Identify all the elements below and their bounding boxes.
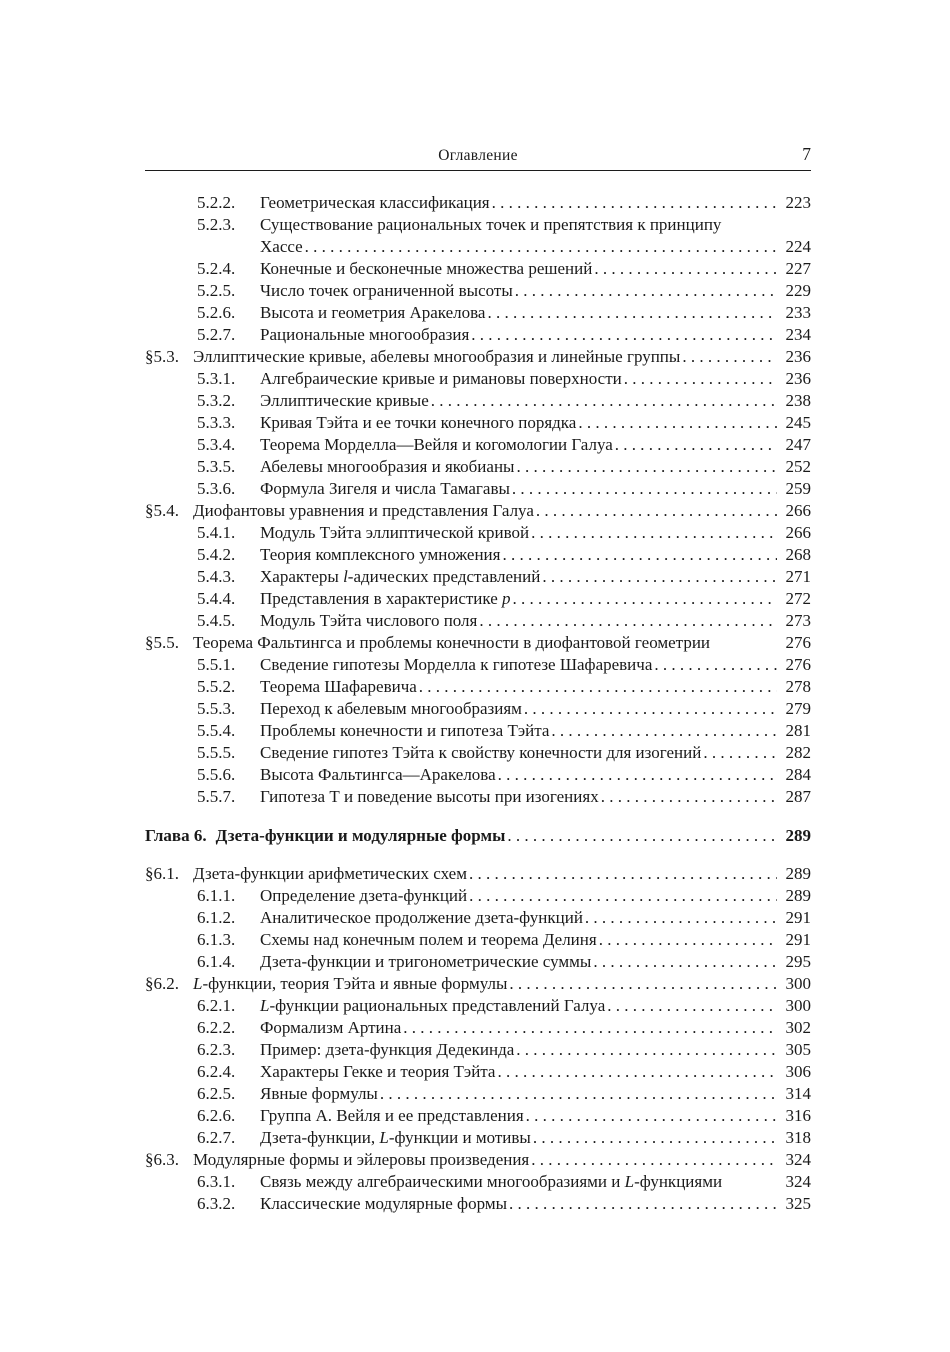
toc-entry-title: Определение дзета-функций <box>260 886 468 905</box>
toc-entry <box>145 214 811 236</box>
toc-dot-leader <box>594 258 777 280</box>
toc-entry-title-italic: l <box>343 567 348 586</box>
toc-entry-title: Теория комплексного умножения <box>260 545 501 564</box>
toc-dot-leader <box>533 1127 777 1149</box>
toc-entry-title: Гипотеза Т и поведение высоты при изогениях <box>260 787 599 806</box>
toc-dot-leader <box>551 720 777 742</box>
toc-entry <box>145 434 811 456</box>
toc-entry <box>145 368 811 390</box>
toc-entry-number: 6.2.3. <box>197 1040 236 1059</box>
toc-entry-number: 5.2.5. <box>197 281 236 300</box>
toc-entry-number: 5.3.3. <box>197 413 236 432</box>
toc-entry-page: 302 <box>785 1018 811 1037</box>
toc-dot-leader <box>512 478 777 500</box>
toc-entry-title: Связь между алгебраическими многообразиями и L-функциями <box>260 1172 723 1191</box>
toc-entry-title: Рациональные многообразия <box>260 325 470 344</box>
toc-entry-page: 291 <box>785 930 811 949</box>
toc-entry-page: 287 <box>785 787 811 806</box>
toc-entry <box>145 1061 811 1083</box>
toc-entry-page: 279 <box>785 699 811 718</box>
toc-entry-continuation <box>145 236 811 258</box>
toc-entry-title: Высота Фальтингса—Аракелова <box>260 765 496 784</box>
toc-dot-leader <box>536 500 777 522</box>
toc-entry <box>145 1127 811 1149</box>
running-header-page-number: 7 <box>802 144 811 164</box>
toc-entry-number: 5.3.6. <box>197 479 236 498</box>
toc-entry-number: 6.2.6. <box>197 1106 236 1125</box>
toc-dot-leader <box>492 192 777 214</box>
toc-entry <box>145 786 811 808</box>
toc-entry-title-italic: p <box>502 589 511 608</box>
running-header <box>145 146 811 165</box>
toc-entry-page: 247 <box>785 435 811 454</box>
toc-entry <box>145 1083 811 1105</box>
toc-entry <box>145 863 811 885</box>
toc-entry-title-italic: L <box>260 996 270 1015</box>
toc-entry-number: 6.2.5. <box>197 1084 236 1103</box>
toc-entry-title-italic: L <box>624 1172 635 1191</box>
toc-entry <box>145 280 811 302</box>
toc-entry-page: 245 <box>785 413 811 432</box>
toc-dot-leader <box>542 566 777 588</box>
toc-entry-title: Эллиптические кривые, абелевы многообразия и линейные группы <box>193 347 681 366</box>
toc-entry <box>145 764 811 786</box>
toc-entry-title: Эллиптические кривые <box>260 391 429 410</box>
toc-entry-page: 300 <box>785 974 811 993</box>
toc-entry-number: 6.2.4. <box>197 1062 236 1081</box>
toc-entry-page: 224 <box>785 237 811 256</box>
toc-entry-title: Модуль Тэйта числового поля <box>260 611 478 630</box>
toc-entry <box>145 302 811 324</box>
toc-entry <box>145 456 811 478</box>
toc-dot-leader <box>654 654 777 676</box>
toc-entry-page: 229 <box>785 281 811 300</box>
toc-entry-title: Сведение гипотезы Морделла к гипотезе Шафаревича <box>260 655 653 674</box>
toc-entry-page: 306 <box>785 1062 811 1081</box>
toc-dot-leader <box>431 390 777 412</box>
toc-entry-page: 266 <box>785 501 811 520</box>
toc-dot-leader <box>599 929 777 951</box>
toc-dot-leader <box>507 825 777 847</box>
toc-entry-page: 314 <box>785 1084 811 1103</box>
toc-dot-leader <box>487 302 777 324</box>
toc-dot-leader <box>516 456 777 478</box>
toc-dot-leader <box>469 885 777 907</box>
toc-entry-page: 295 <box>785 952 811 971</box>
toc-entry <box>145 1171 811 1193</box>
toc-entry-number: 5.2.7. <box>197 325 236 344</box>
toc-entry-number: §5.3. <box>145 347 179 366</box>
toc-entry-title: Переход к абелевым многообразиям <box>260 699 522 718</box>
toc-dot-leader <box>380 1083 777 1105</box>
toc-entry-page: 268 <box>785 545 811 564</box>
toc-entry-number: 6.2.7. <box>197 1128 236 1147</box>
toc-dot-leader <box>509 973 777 995</box>
toc-entry-number: 5.4.5. <box>197 611 236 630</box>
toc-entry-number: §5.5. <box>145 633 179 652</box>
toc-entry-title: Конечные и бесконечные множества решений <box>260 259 593 278</box>
toc-entry-page: 300 <box>785 996 811 1015</box>
toc-dot-leader <box>469 863 777 885</box>
toc-entry <box>145 885 811 907</box>
toc-entry-title: Модулярные формы и эйлеровы произведения <box>193 1150 530 1169</box>
toc-entry-number: 5.4.1. <box>197 523 236 542</box>
toc-entry-title: L-функции, теория Тэйта и явные формулы <box>193 974 508 993</box>
toc-entry-page: 282 <box>785 743 811 762</box>
toc-entry <box>145 1193 811 1215</box>
toc-entry-title: Хассе <box>260 237 303 256</box>
toc-entry-number: 5.3.5. <box>197 457 236 476</box>
toc-entry-title-italic: L <box>193 974 203 993</box>
toc-entry <box>145 632 811 654</box>
toc-dot-leader <box>601 786 777 808</box>
toc-entry-number: 5.4.2. <box>197 545 236 564</box>
toc-entry-page: 271 <box>785 567 811 586</box>
toc-entry <box>145 346 811 368</box>
toc-dot-leader <box>531 522 777 544</box>
toc-entry-page: 223 <box>785 193 811 212</box>
toc-entry-number: 5.5.7. <box>197 787 236 806</box>
toc-entry <box>145 412 811 434</box>
toc-entry-number: 5.4.3. <box>197 567 236 586</box>
toc-entry-page: 276 <box>785 655 811 674</box>
toc-dot-leader <box>682 346 777 368</box>
toc-entry-title: Проблемы конечности и гипотеза Тэйта <box>260 721 550 740</box>
running-header-title: Оглавление <box>438 147 518 164</box>
toc-entry-number: 5.5.4. <box>197 721 236 740</box>
toc-entry-number: 6.1.4. <box>197 952 236 971</box>
toc-entry-number: 5.3.1. <box>197 369 236 388</box>
toc-entry <box>145 995 811 1017</box>
toc-dot-leader <box>471 324 777 346</box>
toc-entry-title: Модуль Тэйта эллиптической кривой <box>260 523 530 542</box>
toc-entry-page: 276 <box>785 633 811 652</box>
toc-dot-leader <box>524 698 777 720</box>
toc-dot-leader <box>531 1149 777 1171</box>
toc-entry-title: Характеры l-адических представлений <box>260 567 541 586</box>
toc-entry-title: Характеры Гекке и теория Тэйта <box>260 1062 496 1081</box>
toc-entry-page: 324 <box>785 1172 811 1191</box>
toc-entry-number: 5.2.6. <box>197 303 236 322</box>
toc-entry-number: 5.3.4. <box>197 435 236 454</box>
toc-entry-page: 227 <box>785 259 811 278</box>
page-content <box>145 146 811 1215</box>
toc-entry-title: Представления в характеристике p <box>260 589 511 608</box>
toc-entry <box>145 1039 811 1061</box>
toc-entry-title: Теорема Фальтингса и проблемы конечности в диофантовой геометрии <box>193 633 711 652</box>
toc-dot-leader <box>624 368 777 390</box>
toc-entry-number: 5.2.4. <box>197 259 236 278</box>
toc-entry-title: Число точек ограниченной высоты <box>260 281 513 300</box>
toc-entry-page: 238 <box>785 391 811 410</box>
toc-entry <box>145 1017 811 1039</box>
toc-entry <box>145 258 811 280</box>
toc-entry-number: 5.5.2. <box>197 677 236 696</box>
toc-dot-leader <box>516 1039 777 1061</box>
toc-entry <box>145 478 811 500</box>
toc-dot-leader <box>585 907 777 929</box>
toc-entry <box>145 907 811 929</box>
toc-entry-page: 318 <box>785 1128 811 1147</box>
toc-entry-page: 289 <box>785 886 811 905</box>
toc-entry-title: Алгебраические кривые и римановы поверхности <box>260 369 622 388</box>
toc-dot-leader <box>607 995 777 1017</box>
toc-entry <box>145 566 811 588</box>
toc-entry-number: 5.5.3. <box>197 699 236 718</box>
toc-entry <box>145 676 811 698</box>
toc-entry-page: 305 <box>785 1040 811 1059</box>
toc-entry <box>145 324 811 346</box>
toc-entry-number: 6.2.1. <box>197 996 236 1015</box>
toc-entry <box>145 1105 811 1127</box>
toc-entry <box>145 390 811 412</box>
toc-entry-title: Существование рациональных точек и препятствия к принципу <box>260 215 722 234</box>
toc-entry-title: Кривая Тэйта и ее точки конечного порядка <box>260 413 577 432</box>
toc-entry-number: §5.4. <box>145 501 179 520</box>
toc-entry-number: 5.5.6. <box>197 765 236 784</box>
toc-entry-page: 236 <box>785 369 811 388</box>
toc-entry-page: 324 <box>785 1150 811 1169</box>
toc-dot-leader <box>578 412 777 434</box>
toc-entry-number: 5.3.2. <box>197 391 236 410</box>
toc-entry-number: §6.3. <box>145 1150 179 1169</box>
toc-entry-title: Теорема Морделла—Вейля и когомологии Галуа <box>260 435 613 454</box>
toc-entry-number: 5.4.4. <box>197 589 236 608</box>
toc-entry-number: 6.3.2. <box>197 1194 236 1213</box>
toc-dot-leader <box>526 1105 777 1127</box>
toc-entry-number: Глава 6. <box>145 826 207 845</box>
toc-entry-page: 252 <box>785 457 811 476</box>
toc-entry-page: 284 <box>785 765 811 784</box>
toc-entry-title: Диофантовы уравнения и представления Галуа <box>193 501 534 520</box>
toc-entry-page: 291 <box>785 908 811 927</box>
toc-list <box>145 192 811 1215</box>
toc-entry <box>145 654 811 676</box>
toc-entry <box>145 544 811 566</box>
toc-dot-leader <box>593 951 777 973</box>
toc-dot-leader <box>419 676 777 698</box>
toc-entry-number: 5.2.2. <box>197 193 236 212</box>
toc-entry-title-italic: L <box>379 1128 389 1147</box>
toc-entry-page: 233 <box>785 303 811 322</box>
toc-entry-title: Дзета-функции, L-функции и мотивы <box>260 1128 531 1147</box>
toc-entry-number: §6.1. <box>145 864 179 883</box>
toc-entry <box>145 825 811 847</box>
toc-dot-leader <box>502 544 777 566</box>
header-rule <box>145 170 811 171</box>
toc-entry-title: L-функции рациональных представлений Галуа <box>260 996 606 1015</box>
toc-entry-number: 6.2.2. <box>197 1018 236 1037</box>
toc-entry-number: 6.1.2. <box>197 908 236 927</box>
toc-entry <box>145 720 811 742</box>
toc-entry-title: Классические модулярные формы <box>260 1194 507 1213</box>
toc-entry-number: 5.2.3. <box>197 215 236 234</box>
toc-entry <box>145 973 811 995</box>
toc-entry-title: Явные формулы <box>260 1084 378 1103</box>
toc-dot-leader <box>509 1193 777 1215</box>
toc-entry-number: 6.1.1. <box>197 886 236 905</box>
toc-entry-title: Геометрическая классификация <box>260 193 490 212</box>
toc-entry <box>145 500 811 522</box>
toc-entry-number: 6.1.3. <box>197 930 236 949</box>
toc-entry-number: 6.3.1. <box>197 1172 236 1191</box>
toc-entry-page: 289 <box>785 864 811 883</box>
toc-entry-page: 325 <box>785 1194 811 1213</box>
toc-entry <box>145 742 811 764</box>
toc-entry <box>145 1149 811 1171</box>
toc-dot-leader <box>497 1061 777 1083</box>
toc-entry-title: Дзета-функции и модулярные формы <box>215 826 506 845</box>
toc-entry-page: 281 <box>785 721 811 740</box>
toc-entry-title: Абелевы многообразия и якобианы <box>260 457 515 476</box>
toc-entry-title: Формула Зигеля и числа Тамагавы <box>260 479 510 498</box>
toc-dot-leader <box>479 610 777 632</box>
toc-entry-page: 316 <box>785 1106 811 1125</box>
toc-entry-number: 5.5.5. <box>197 743 236 762</box>
toc-dot-leader <box>305 236 777 258</box>
toc-entry-title: Аналитическое продолжение дзета-функций <box>260 908 583 927</box>
toc-entry <box>145 192 811 214</box>
toc-entry-page: 273 <box>785 611 811 630</box>
toc-entry-page: 266 <box>785 523 811 542</box>
toc-dot-leader <box>515 280 777 302</box>
toc-entry-title: Группа А. Вейля и ее представления <box>260 1106 524 1125</box>
toc-dot-leader <box>498 764 777 786</box>
toc-entry-title: Теорема Шафаревича <box>260 677 417 696</box>
toc-entry-page: 236 <box>785 347 811 366</box>
toc-entry <box>145 588 811 610</box>
toc-entry-title: Сведение гипотез Тэйта к свойству конечности для изогений <box>260 743 702 762</box>
toc-entry-title: Дзета-функции и тригонометрические суммы <box>260 952 592 971</box>
toc-entry-title: Схемы над конечным полем и теорема Делиня <box>260 930 597 949</box>
toc-dot-leader <box>513 588 777 610</box>
toc-entry-title: Пример: дзета-функция Дедекинда <box>260 1040 515 1059</box>
toc-entry <box>145 610 811 632</box>
toc-entry-title: Формализм Артина <box>260 1018 402 1037</box>
toc-entry-title: Высота и геометрия Аракелова <box>260 303 486 322</box>
toc-entry-number: 5.5.1. <box>197 655 236 674</box>
toc-entry <box>145 522 811 544</box>
toc-entry-page: 272 <box>785 589 811 608</box>
toc-dot-leader <box>615 434 777 456</box>
toc-entry-title: Дзета-функции арифметических схем <box>193 864 467 883</box>
toc-entry-page: 234 <box>785 325 811 344</box>
toc-entry-number: §6.2. <box>145 974 179 993</box>
toc-entry <box>145 698 811 720</box>
toc-entry-page: 278 <box>785 677 811 696</box>
toc-entry <box>145 951 811 973</box>
toc-entry-page: 259 <box>785 479 811 498</box>
toc-dot-leader <box>403 1017 777 1039</box>
toc-entry-page: 289 <box>785 826 811 845</box>
toc-dot-leader <box>703 742 777 764</box>
toc-entry <box>145 929 811 951</box>
